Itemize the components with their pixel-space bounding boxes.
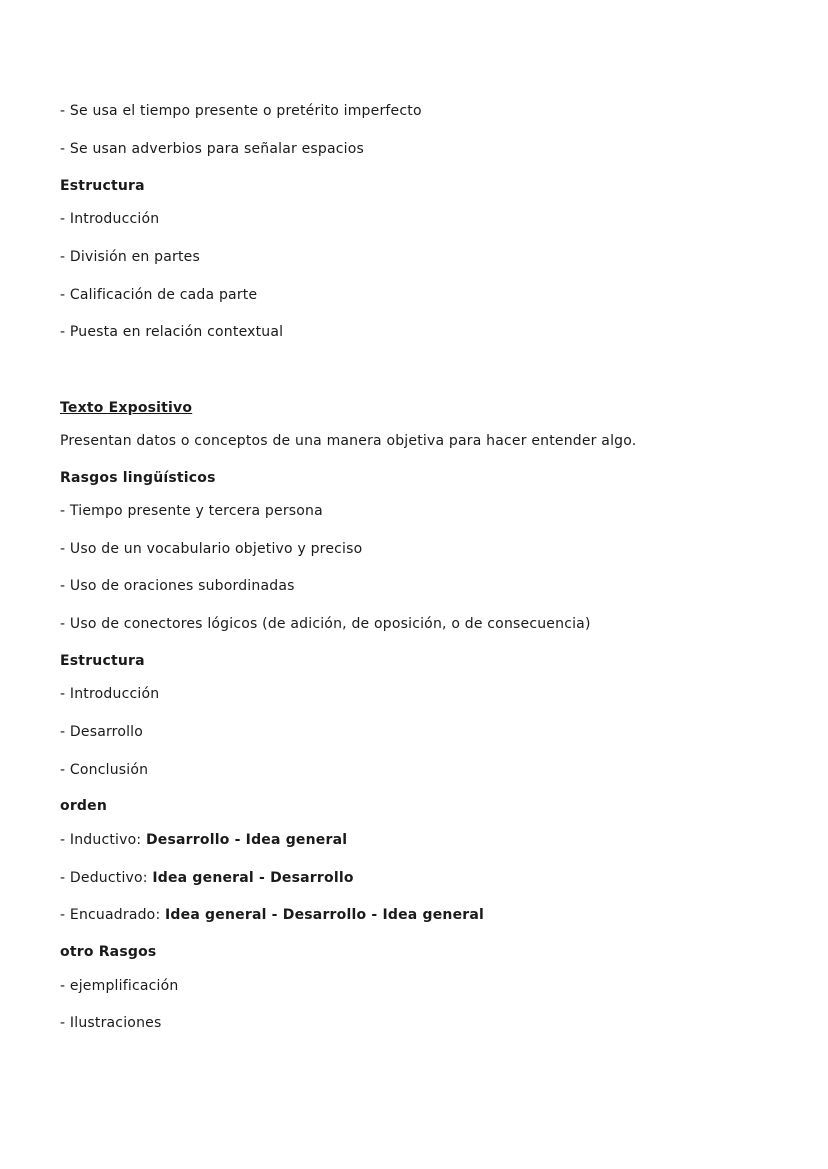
list-item [60, 869, 354, 887]
orden-value: Desarrollo - Idea general [145, 832, 348, 848]
page-title: Texto Expositivo [60, 400, 193, 416]
list-item: - Tiempo presente y tercera persona [60, 503, 323, 519]
section-heading-estructura: Estructura [60, 653, 145, 669]
definition-text: Presentan datos o conceptos de una manera objetiva para hacer entender algo. [60, 433, 637, 449]
list-item [60, 906, 484, 924]
list-item: - Uso de un vocabulario objetivo y preciso [60, 541, 363, 557]
orden-label: - Deductivo: [60, 870, 153, 886]
list-item: - Puesta en relación contextual [60, 324, 284, 340]
list-item: - Se usa el tiempo presente o pretérito imperfecto [60, 103, 422, 119]
orden-label: - Encuadrado: [60, 907, 166, 923]
section-heading-rasgos: Rasgos lingüísticos [60, 470, 216, 486]
orden-value: Idea general - Desarrollo - Idea general [165, 907, 485, 923]
section-heading-orden: orden [60, 798, 108, 814]
list-item: - Ilustraciones [60, 1015, 162, 1031]
list-item: - Uso de oraciones subordinadas [60, 578, 295, 594]
list-item: - Uso de conectores lógicos (de adición, de oposición, o de consecuencia) [60, 616, 591, 632]
orden-label: - Inductivo: [60, 832, 146, 848]
list-item: - Desarrollo [60, 724, 144, 740]
list-item: - Calificación de cada parte [60, 287, 258, 303]
list-item: - Introducción [60, 211, 160, 227]
list-item: - Conclusión [60, 762, 149, 778]
section-heading-estructura: Estructura [60, 178, 145, 194]
list-item: - Se usan adverbios para señalar espacios [60, 141, 365, 157]
list-item: - Introducción [60, 686, 160, 702]
list-item: - División en partes [60, 249, 200, 265]
orden-value: Idea general - Desarrollo [152, 870, 354, 886]
list-item: - ejemplificación [60, 978, 179, 994]
section-heading-otros: otro Rasgos [60, 944, 157, 960]
list-item [60, 831, 347, 849]
